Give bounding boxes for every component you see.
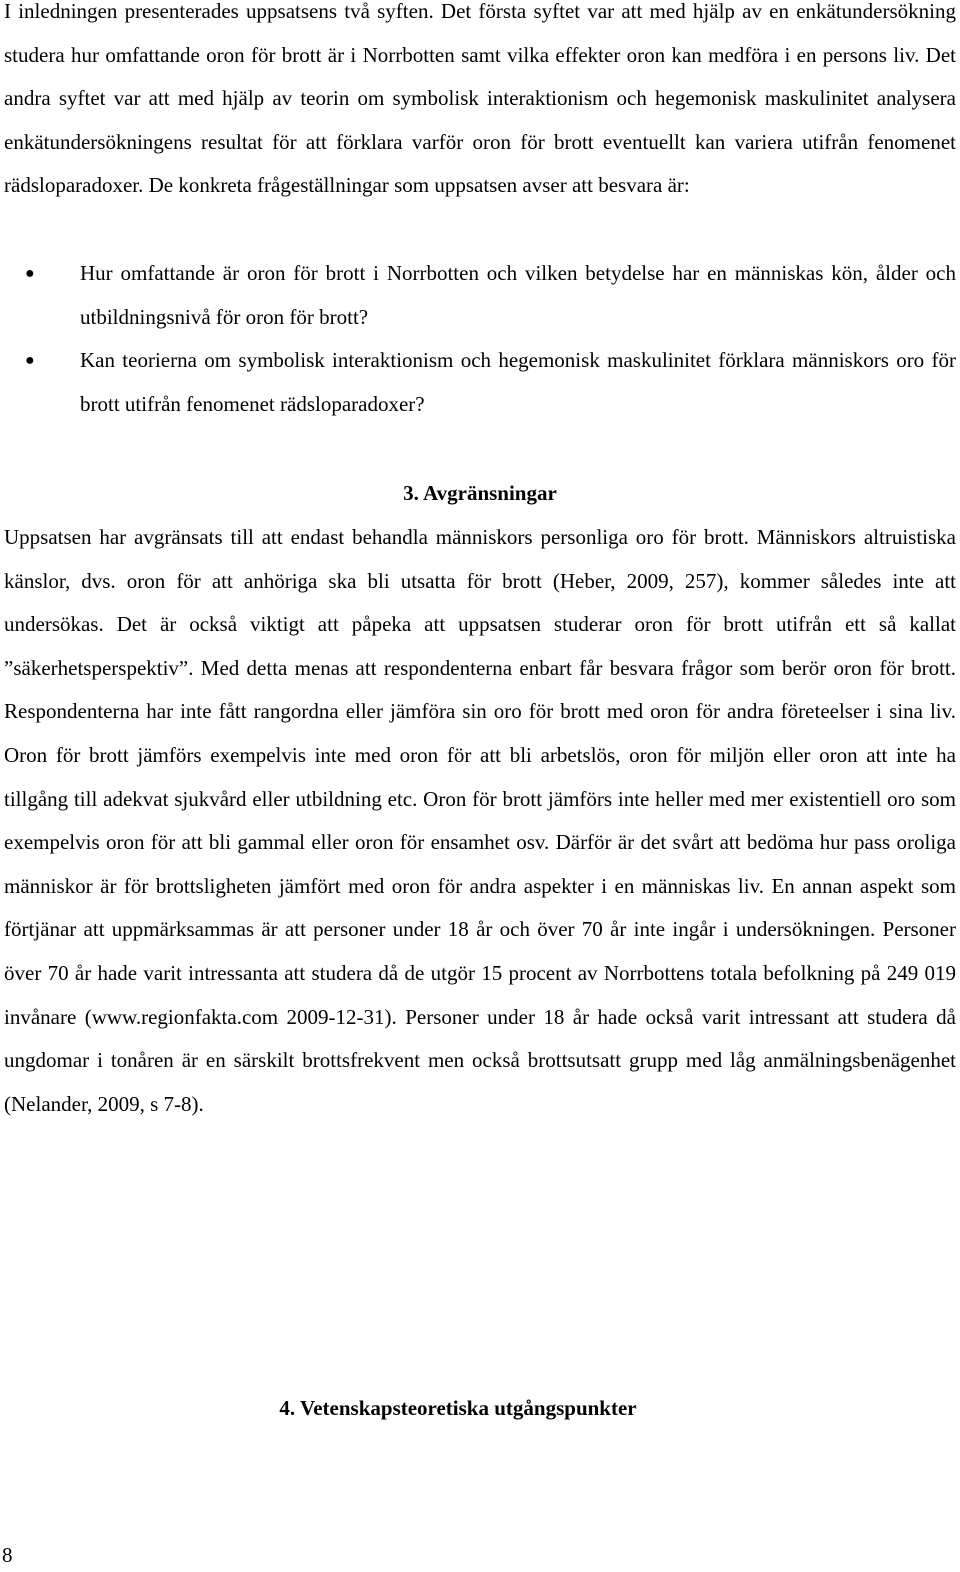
page-number: 8 xyxy=(2,1543,13,1567)
research-question-2: Kan teorierna om symbolisk interaktionism och hegemonisk maskulinitet förklara människors oro för brott utifrån fenomenet rädsloparadoxer? xyxy=(80,348,956,416)
list-item xyxy=(0,339,956,426)
section-heading-avgransningar: 3. Avgränsningar xyxy=(403,481,557,505)
section-heading-vetenskapsteoretiska: 4. Vetenskapsteoretiska utgångspunkter xyxy=(279,1396,637,1420)
avgransningar-paragraph: Uppsatsen har avgränsats till att endast behandla människors personliga oro för brott. Människors altruistiska känslor, dvs. oron för att anhöriga ska bli utsatta för brott (Heber, 2009, 257), kommer således inte att undersökas. Det är också viktigt att påpeka att uppsatsen studerar oron för brott utifrån ett så kallat ”säkerhetsperspektiv”. Med detta menas att respondenterna enbart får besvara frågor som berör oron för brott. Respondenterna har inte fått rangordna eller jämföra sin oro för brott med oron för andra företeelser i sina liv. Oron för brott jämförs exempelvis inte med oron för att bli arbetslös, oron för miljön eller oron att inte ha tillgång till adekvat sjukvård eller utbildning etc. Oron för brott jämförs inte heller med mer existentiell oro som exempelvis oron för att bli gammal eller oron för ensamhet osv. Därför är det svårt att bedöma hur pass oroliga människor är för brottsligheten jämfört med oron för andra aspekter i en människas liv. En annan aspekt som förtjänar att uppmärksammas är att personer under 18 år och över 70 år inte ingår i undersökningen. Personer över 70 år hade varit intressanta att studera då de utgör 15 procent av Norrbottens totala befolkning på 249 019 invånare (www.regionfakta.com 2009-12-31). Personer under 18 år hade också varit intressant att studera då ungdomar i tonåren är en särskilt brottsfrekvent men också brottsutsatt grupp med låg anmälningsbenägenhet (Nelander, 2009, s 7-8). xyxy=(4,525,956,1116)
bullet-icon: ● xyxy=(25,352,35,370)
intro-paragraph: I inledningen presenterades uppsatsens två syften. Det första syftet var att med hjälp av en enkätundersökning studera hur omfattande oron för brott är i Norrbotten samt vilka effekter oron kan medföra i en persons liv. Det andra syftet var att med hjälp av teorin om symbolisk interaktionism och hegemonisk maskulinitet analysera enkätundersökningens resultat för att förklara varför oron för brott eventuellt kan variera utifrån fenomenet rädsloparadoxer. De konkreta frågeställningar som uppsatsen avser att besvara är: xyxy=(4,0,956,198)
research-question-1: Hur omfattande är oron för brott i Norrbotten och vilken betydelse har en människas kön, ålder och utbildningsnivå för oron för brott? xyxy=(80,261,956,329)
bullet-icon: ● xyxy=(25,265,35,282)
list-item xyxy=(0,252,956,339)
research-questions-list xyxy=(0,252,960,426)
